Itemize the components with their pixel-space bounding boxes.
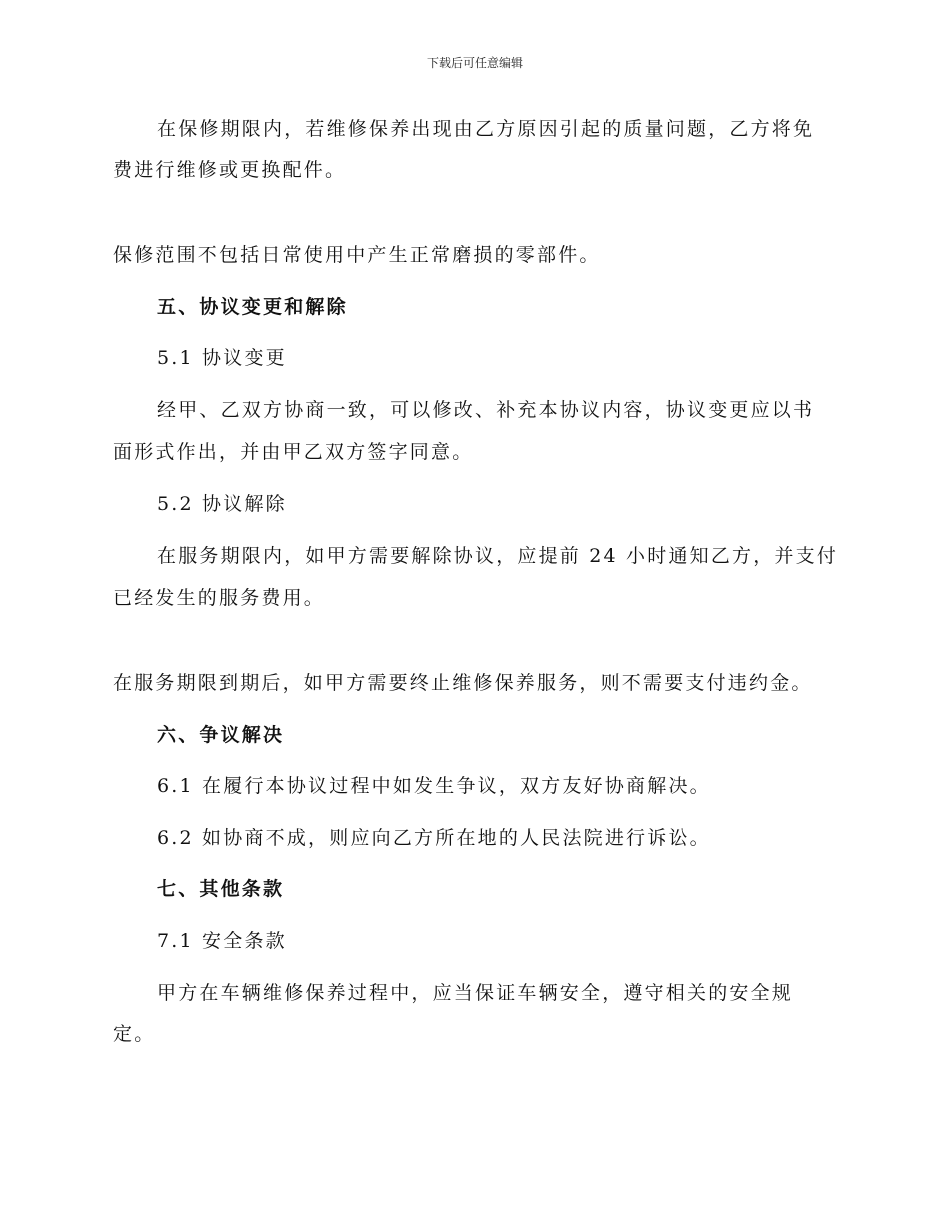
paragraph-line: 6.1 在履行本协议过程中如发生争议，双方友好协商解决。 [157,775,711,797]
section-heading: 五、协议变更和解除 [157,296,348,318]
paragraph-line: 6.2 如协商不成，则应向乙方所在地的人民法院进行诉讼。 [157,827,711,849]
paragraph-line: 面形式作出，并由甲乙双方签字同意。 [113,441,474,463]
section-heading: 七、其他条款 [157,878,285,900]
subsection-heading: 7.1 安全条款 [157,930,287,952]
paragraph-line: 在服务期限内，如甲方需要解除协议，应提前 24 小时通知乙方，并支付 [157,545,839,567]
paragraph-line: 甲方在车辆维修保养过程中，应当保证车辆安全，遵守相关的安全规 [157,982,794,1004]
page-header: 下载后可任意编辑 [426,56,523,70]
subsection-heading: 5.2 协议解除 [157,493,287,515]
paragraph-line: 在服务期限到期后，如甲方需要终止维修保养服务，则不需要支付违约金。 [113,672,813,694]
paragraph-line: 定。 [113,1023,156,1045]
subsection-heading: 5.1 协议变更 [157,347,287,369]
paragraph-line: 已经发生的服务费用。 [113,587,326,609]
paragraph-line: 在保修期限内，若维修保养出现由乙方原因引起的质量问题，乙方将免 [157,118,815,140]
paragraph-line: 保修范围不包括日常使用中产生正常磨损的零部件。 [113,244,601,266]
section-heading: 六、争议解决 [157,724,285,746]
paragraph-line: 经甲、乙双方协商一致，可以修改、补充本协议内容，协议变更应以书 [157,399,815,421]
paragraph-line: 费进行维修或更换配件。 [113,159,347,181]
